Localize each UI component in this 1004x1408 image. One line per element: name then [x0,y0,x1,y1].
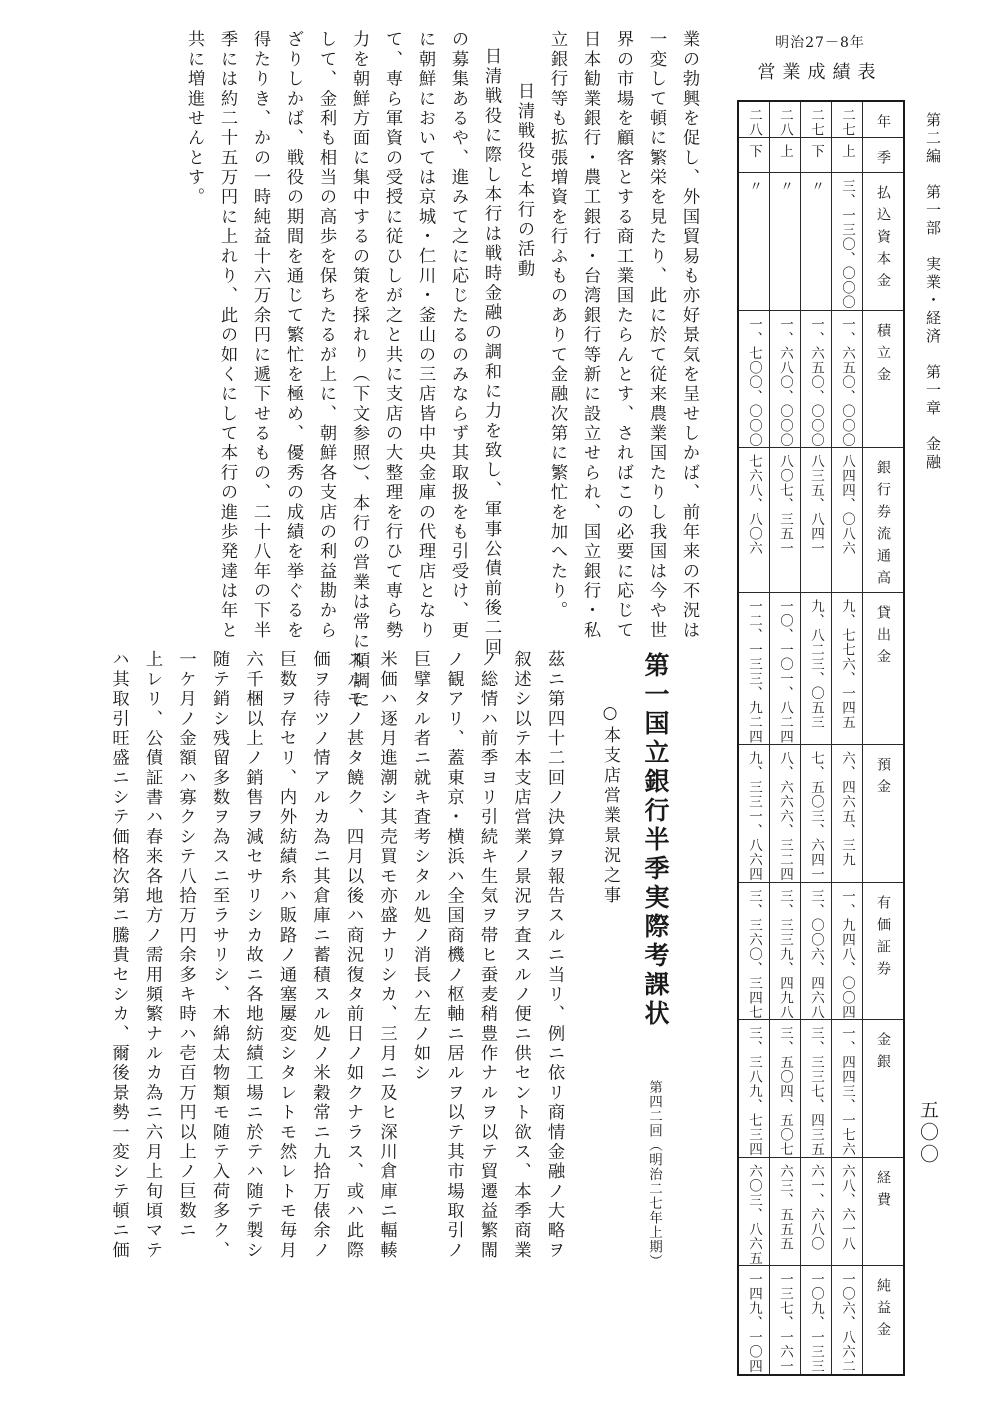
text-line: 共に増進せんとす。 [184,30,204,208]
text-line: ざりしかば、戦役の期間を通じて繁忙を極め、優秀の成績を挙ぐるを [283,30,303,641]
table-cell: 〃 [808,179,824,194]
table-cell: 七六八、八〇六 [746,454,762,556]
text-line: 叙述シ以テ本支店営業ノ景況ヲ査スルノ便ニ供セント欲ス、本季商業 [510,650,531,1261]
table-header: 有価証券 [875,894,891,983]
table-header: 純益金 [875,1278,891,1344]
running-header: 第二編 第一部 実業・経済 第一章 金融 [924,112,942,472]
table-cell: 一〇六、八六二 [839,1272,855,1374]
table-row-reserve [738,310,904,448]
table-title-block [745,32,895,84]
table-cell: 三、一三〇、〇〇〇 [839,179,855,310]
text-line: 季には約二十五万円に上れり、此の如くにして本行の進歩発達は年と [217,30,237,641]
text-line: スルモノ甚タ饒ク、四月以後ハ商況復タ前日ノ如クナラス、或ハ此際 [343,650,363,1261]
text-line: 上レリ、公債証書ハ春来各地方ノ需用頻繁ナルカ為ニ六月上旬頃マテ [142,650,162,1261]
text-line: 巨擘タル者ニ就キ査考シタル処ノ消長ハ左ノ如シ [410,650,430,1084]
text-line: 立銀行等も拡張増資を行ふものありて金融次第に繁忙を加へたり。 [547,30,567,621]
table-row-loans [738,593,904,745]
table-cell: 二七 [808,108,824,137]
table-header: 銀行券流通高 [875,460,891,592]
text-line: して、金利も相当の高歩を保ちたるが上に、朝鮮各支店の利益勘から [316,30,336,641]
table-header: 金銀 [875,1032,891,1076]
text-line: の募集あるや、進みて之に応じたるのみならず其取扱をも引受け、更 [448,30,468,641]
table-cell: 三、五〇四、五〇七 [777,1026,793,1157]
table-cell: 九、八二三、〇五三 [808,599,824,730]
table-header: 預金 [875,757,891,801]
table-cell: 一、六八〇、〇〇〇 [777,316,793,447]
table-row-bullion [738,1020,904,1158]
text-line: 茲ニ第四十二回ノ決算ヲ報告スルニ当リ、例ニ依リ商情金融ノ大略ヲ [544,650,564,1261]
table-header: 積立金 [875,322,891,389]
table-cell: 六〇三、八六五 [746,1163,762,1265]
text-line: 力を朝鮮方面に集中するの策を採れり（下文参照）、本行の営業は常に順調に [349,30,369,711]
table-row-deposits [738,745,904,883]
table-cell: 下 [808,144,824,159]
table-cell: 七、五〇三、六四一 [808,751,824,882]
document-body-text [100,650,570,1310]
table-cell: 一四九、一〇四 [746,1272,762,1374]
table-row-year [738,101,904,138]
table-row-notes [738,448,904,593]
table-row-season [738,138,904,173]
table-cell: 一、六五〇、〇〇〇 [808,316,824,447]
table-cell: 上 [777,144,793,159]
table-cell: 一二、一三三、九二四 [746,599,762,744]
text-line: 一ケ月ノ金額ハ寡クシテ八拾万円余多キ時ハ壱百万円以上ノ巨数ニ [175,650,196,1241]
text-line: に朝鮮においては京城・仁川・釜山の三店皆中央金庫の代理店となり [415,30,435,641]
table-cell: 三、三六〇、三四七 [746,888,762,1019]
table-cell: 九、三三一、八六四 [746,751,762,882]
table-cell: 二七 [839,108,855,137]
table-row-securities [738,882,904,1020]
table-header: 経費 [875,1169,891,1214]
page-number: 五〇〇 [917,1100,939,1166]
table-cell: 一〇九、一三三 [808,1272,824,1374]
table-cell: 〃 [746,179,762,194]
table-cell: 六一、六八〇 [808,1163,824,1251]
text-line: 米価ハ逐月進潮シ其売買モ亦盛ナリシカ、三月ニ及ヒ深川倉庫ニ輻輳 [376,650,397,1261]
text-line: 巨数ヲ存セリ、内外紡績糸ハ販路ノ通塞屢変シタレトモ然レトモ毎月 [276,650,296,1261]
table-cell: 六三、五五五 [777,1163,793,1251]
table-row-capital [738,173,904,311]
document-subtitle: ○本支店営業景況之事 [600,703,620,906]
table-cell: 三、三三七、四三五 [808,1026,824,1157]
table-cell: 一三七、一六一 [777,1272,793,1374]
section-heading: 日清戦役と本行の活動 [514,82,534,279]
table-cell: 一、六五〇、〇〇〇 [839,316,855,447]
table-cell: 〃 [777,179,793,194]
table-cell: 三、〇〇六、四六八 [808,888,824,1019]
table-cell: 三、三三九、四九八 [777,888,793,1019]
performance-table [737,100,905,1376]
table-row-net-profit [738,1266,904,1375]
text-line: 業の勃興を促し、外国貿易も亦好景気を呈せしかば、前年来の不況は [679,30,699,641]
text-line: 界の市場を顧客とする商工業国たらんとす、さればこの必要に応じて [613,30,633,641]
text-line: て、専ら軍資の受授に従ひしが之と共に支店の大整理を行ひて専ら勢 [382,30,402,641]
document-period-note: 第四二回（明治二七年上期） [646,1080,662,1269]
table-cell: 二八 [777,108,793,137]
table-cell: 一、九四八、〇〇四 [839,888,855,1019]
table-cell: 八三五、八四一 [808,454,824,556]
text-line: 一変して頓に繁栄を見たり、此に於て従来農業国たりし我国は今や世 [646,30,666,641]
table-header: 季 [875,150,891,172]
table-header: 貸出金 [875,605,891,671]
table-cell: 二八 [746,108,762,137]
table-cell: 八、六六六、三二四 [777,751,793,882]
table-header: 年 [875,114,891,136]
table-cell: 六、四六五、三九 [839,751,855,867]
text-line: 日本勧業銀行・農工銀行・台湾銀行等新に設立せられ、国立銀行・私 [580,30,600,641]
text-line: 日清戦役に際し本行は戦時金融の調和に力を致し、軍事公債前後二回 [481,47,501,658]
table-header: 払込資本金 [875,185,891,295]
table-title: 営業成績表 [757,62,883,83]
table-cell: 六八、六一八 [839,1163,855,1251]
table-subtitle: 明治27－8年 [775,35,865,51]
text-line: 六千梱以上ノ銷售ヲ減セサリシカ故ニ各地紡績工場ニ於テハ随テ製シ [242,650,263,1261]
text-line: 価ヲ待ツノ情アルカ為ニ其倉庫ニ蓄積スル処ノ米穀常ニ九拾万俵余ノ [309,650,330,1261]
document-title: 第一国立銀行半季実際考課状 [641,652,670,1029]
table-cell: 三、三八九、七三四 [746,1026,762,1157]
text-line: ノ観アリ、蓋東京・横浜ハ全国商機ノ枢軸ニ居ルヲ以テ其市場取引ノ [443,650,464,1261]
table-cell: 九、七七六、一四五 [839,599,855,730]
table-cell: 一〇、一〇一、八二四 [777,599,793,744]
table-cell: 八〇七、三五一 [777,454,793,556]
text-line: 随テ銷シ残留多数ヲ為スニ至ラサリシ、木綿太物類モ随テ入荷多ク、 [209,650,229,1261]
table-cell: 一、四四三、一七六 [839,1026,855,1157]
text-line: ハ其取引旺盛ニシテ価格次第ニ騰貴セシカ、爾後景勢一変シテ頓ニ価 [108,650,129,1261]
text-line: ノ総情ハ前季ヨリ引続キ生気ヲ帯ヒ蚕麦稍豊作ナルヲ以テ貿遷益繁閙 [477,650,497,1261]
table-cell: 八四四、〇八六 [839,454,855,556]
table-cell: 一、七〇〇、〇〇〇 [746,316,762,447]
upper-body-text [140,30,705,711]
table-cell: 上 [839,144,855,159]
table-cell: 下 [746,144,762,159]
text-line: 得たりき、かの一時純益十六万余円に遞下せるもの、二十八年の下半 [250,30,270,641]
table-row-expenses [738,1157,904,1266]
